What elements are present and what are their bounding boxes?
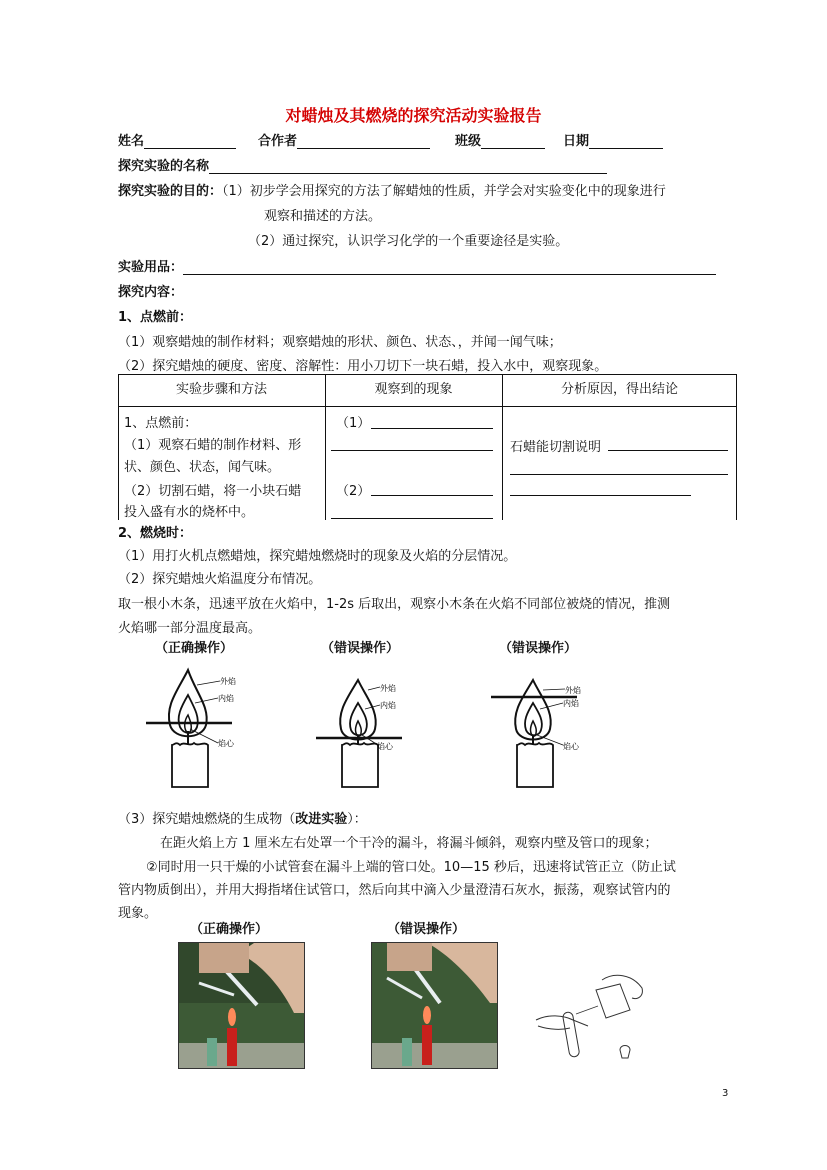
flame-caption-correct: （正确操作） <box>155 641 234 656</box>
outer-flame-label-3: 外焰 <box>565 686 581 695</box>
steps-line-5: 投入盛有水的烧杯中。 <box>124 505 255 520</box>
flame-core-label: 焰心 <box>218 739 234 748</box>
section2-para1: 取一根小木条，迅速平放在火焰中，1-2s 后取出，观察小木条在火焰不同部位被烧的情况，推测 <box>118 597 671 612</box>
section2-item2: （2）探究蜡烛火焰温度分布情况。 <box>118 572 322 587</box>
section3-line3: 管内物质倒出），并用大拇指堵住试管口，然后向其中滴入少量澄清石灰水，振荡，观察试管内的 <box>118 883 671 898</box>
section1-heading: 1、点燃前： <box>118 310 193 325</box>
section3-item3 <box>118 808 367 827</box>
class-field <box>455 130 545 149</box>
class-label: 班级 <box>455 134 482 149</box>
section1-item2: （2）探究蜡烛的硬度、密度、溶解性：用小刀切下一块石蜡，投入水中，观察现象。 <box>118 359 608 374</box>
flame-caption-wrong-2: （错误操作） <box>499 641 578 656</box>
steps-line-3: 状、颜色、状态，闻气味。 <box>124 460 281 475</box>
conclusion-blank-1[interactable] <box>608 436 728 451</box>
photo-correct-operation <box>178 942 305 1069</box>
inner-flame-label: 内焰 <box>218 694 234 703</box>
observation-1-blank-2[interactable] <box>331 436 493 451</box>
materials-field <box>118 256 716 275</box>
page-number: 3 <box>722 1088 729 1099</box>
outer-flame-label: 外焰 <box>220 677 236 686</box>
section3-line1: 在距火焰上方 1 厘米左右处罩一个干冷的漏斗，将漏斗倾斜，观察内壁及管口的现象； <box>160 836 658 851</box>
photo-caption-wrong: （错误操作） <box>387 922 466 937</box>
section2-item1: （1）用打火机点燃蜡烛，探究蜡烛燃烧时的现象及火焰的分层情况。 <box>118 549 517 564</box>
outer-flame-label-2: 外焰 <box>380 684 396 693</box>
materials-label: 实验用品： <box>118 260 184 275</box>
photo-wrong-operation <box>371 942 498 1069</box>
section1-item1: （1）观察蜡烛的制作材料；观察蜡烛的形状、颜色、状态、，并闻一闻气味； <box>118 335 562 350</box>
experiment-name-label: 探究实验的名称 <box>118 159 210 174</box>
observation-2-blank-2[interactable] <box>331 504 493 519</box>
flame-core-label-3: 焰心 <box>563 742 579 751</box>
observation-1-blank[interactable] <box>371 414 493 429</box>
name-label: 姓名 <box>118 134 145 149</box>
flame-core-label-2: 焰心 <box>377 742 393 751</box>
pouring-test-tube-illustration <box>528 970 646 1070</box>
experiment-name-blank[interactable] <box>209 159 607 174</box>
section3-item3-start: （3）探究蜡烛燃烧的生成物（ <box>118 812 296 827</box>
table-header-steps: 实验步骤和方法 <box>175 382 267 397</box>
partner-field <box>258 130 430 149</box>
flame-diagram-wrong-1 <box>310 665 430 795</box>
table-header-conclusions: 分析原因，得出结论 <box>560 382 678 397</box>
name-blank[interactable] <box>144 134 236 149</box>
content-label: 探究内容： <box>118 285 184 300</box>
section3-line2: ②同时用一只干燥的小试管套在漏斗上端的管口处。10—15 秒后，迅速将试管正立（防止试 <box>146 860 676 875</box>
date-label: 日期 <box>563 134 590 149</box>
photo-caption-correct: （正确操作） <box>190 922 269 937</box>
section2-heading: 2、燃烧时： <box>118 526 193 541</box>
section3-line4: 现象。 <box>118 906 158 921</box>
class-blank[interactable] <box>481 134 545 149</box>
page-title: 对蜡烛及其燃烧的探究活动实验报告 <box>285 106 542 125</box>
purpose-1b: 观察和描述的方法。 <box>264 209 382 224</box>
materials-blank[interactable] <box>183 260 716 275</box>
purpose-label: 探究实验的目的： <box>118 184 223 199</box>
section3-item3-end: ）： <box>347 812 367 827</box>
flame-caption-wrong-1: （错误操作） <box>321 641 400 656</box>
conclusion-blank-3[interactable] <box>510 481 691 496</box>
experiment-table <box>118 374 737 520</box>
steps-line-1: 1、点燃前： <box>124 416 198 431</box>
inner-flame-label-2: 内焰 <box>380 701 396 710</box>
observation-1-label: （1） <box>336 416 371 431</box>
name-field <box>118 130 236 149</box>
inner-flame-label-3: 内焰 <box>563 699 579 708</box>
section3-improved-label: 改进实验 <box>295 812 348 827</box>
steps-line-2: （1）观察石蜡的制作材料、形 <box>124 438 302 453</box>
steps-line-4: （2）切割石蜡，将一小块石蜡 <box>124 484 302 499</box>
flame-diagram-wrong-2 <box>485 665 605 795</box>
purpose-line-1 <box>118 180 666 199</box>
purpose-1a: （1）初步学会用探究的方法了解蜡烛的性质，并学会对实验变化中的现象进行 <box>222 184 666 199</box>
date-blank[interactable] <box>589 134 663 149</box>
flame-diagram-correct <box>140 665 260 795</box>
observation-2-label: （2） <box>336 484 371 499</box>
observation-2-blank[interactable] <box>371 481 493 496</box>
conclusion-text: 石蜡能切割说明 <box>510 440 602 455</box>
date-field <box>563 130 663 149</box>
purpose-2: （2）通过探究，认识学习化学的一个重要途径是实验。 <box>248 234 569 249</box>
partner-label: 合作者 <box>258 134 298 149</box>
experiment-name-field <box>118 155 607 174</box>
conclusion-blank-2[interactable] <box>510 460 728 475</box>
partner-blank[interactable] <box>297 134 430 149</box>
table-header-observations: 观察到的现象 <box>374 382 453 397</box>
section2-para2: 火焰哪一部分温度最高。 <box>118 621 262 636</box>
